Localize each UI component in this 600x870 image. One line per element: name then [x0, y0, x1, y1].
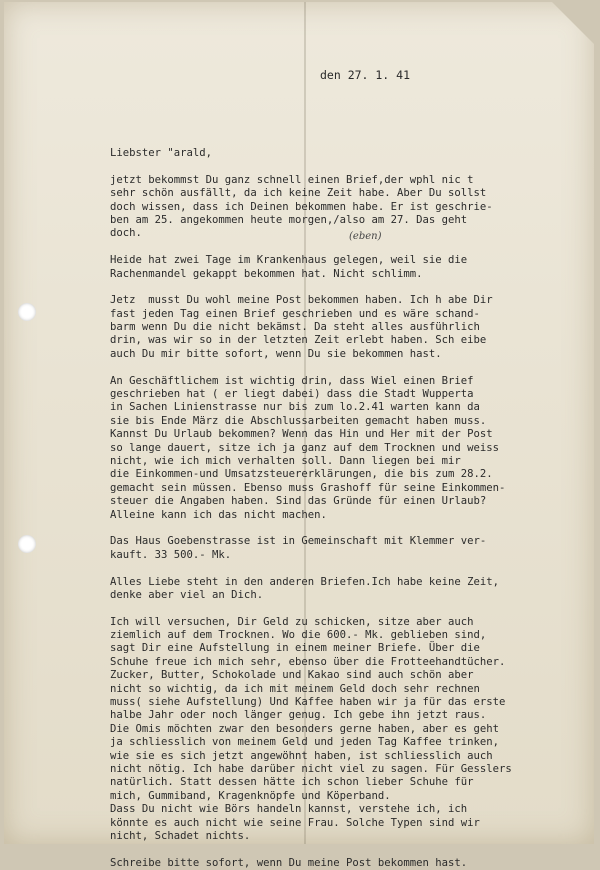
text-line: Rachenmandel gekappt bekommen hat. Nicht schlimm. — [110, 267, 423, 280]
text-line: nicht, Schadet nichts. — [110, 829, 251, 842]
letter-body — [110, 147, 590, 870]
paragraph — [110, 294, 590, 361]
text-line: Alles Liebe steht in den anderen Briefen.Ich habe keine Zeit, — [110, 575, 500, 588]
text-line: sie bis Ende März die Abschlussarbeiten gemacht haben muss. — [110, 414, 487, 427]
text-line: Zucker, Butter, Schokolade und Kakao sind auch schön aber — [110, 669, 474, 682]
text-line: sehr schön ausfällt, da ich keine Zeit habe. Aber Du sollst — [110, 187, 487, 200]
text-line: drin, was wir so in der letzten Zeit erlebt haben. Sch eibe — [110, 334, 487, 347]
text-line: Ich will versuchen, Dir Geld zu schicken, sitze aber auch — [110, 615, 474, 628]
text-line: jetzt bekommst Du ganz schnell einen Brief,der wphl nic t — [110, 173, 474, 186]
text-line: steuer die Angaben haben. Sind das Gründe für einen Urlaub? — [110, 495, 487, 508]
handwritten-note: (eben) — [349, 231, 382, 242]
text-line: Schreibe bitte sofort, wenn Du meine Post bekommen hast. — [110, 856, 468, 869]
text-line: in Sachen Linienstrasse nur bis zum lo.2.41 warten kann da — [110, 401, 480, 414]
paragraph — [110, 576, 590, 603]
text-line: ziemlich auf dem Trocknen. Wo die 600.- Mk. geblieben sind, — [110, 629, 487, 642]
text-line: nicht nötig. Ich habe darüber nicht viel zu sagen. Für Gesslers — [110, 762, 512, 775]
paragraph — [110, 254, 590, 281]
text-line: gemacht sein müssen. Ebenso muss Grashoff für seine Einkommen- — [110, 481, 506, 494]
torn-corner — [552, 2, 594, 44]
text-line: sagt Dir eine Aufstellung in einem meiner Briefe. Über die — [110, 642, 480, 655]
paragraph — [110, 375, 590, 522]
paragraph — [110, 174, 590, 241]
text-line: so lange dauert, sitze ich ja ganz auf dem Trocknen und weiss — [110, 441, 500, 454]
salutation — [110, 147, 590, 160]
text-line: auch Du mir bitte sofort, wenn Du sie bekommen hast. — [110, 347, 442, 360]
text-line: Heide hat zwei Tage im Krankenhaus gelegen, weil sie die — [110, 254, 468, 267]
text-line: fast jeden Tag einen Brief geschrieben und es wäre schand- — [110, 307, 480, 320]
text-line: könnte es auch nicht wie seine Frau. Solche Typen sind wir — [110, 816, 480, 829]
paragraph-gap — [110, 281, 590, 294]
text-line: kauft. 33 500.- Mk. — [110, 548, 232, 561]
text-line: Das Haus Goebenstrasse ist in Gemeinschaft mit Klemmer ver- — [110, 535, 487, 548]
text-line: nicht so wichtig, da ich mit meinem Geld doch sehr rechnen — [110, 682, 480, 695]
text-line: wie sie es sich jetzt angewöhnt haben, ist schliesslich auch — [110, 749, 493, 762]
text-line: geschrieben hat ( er liegt dabei) dass die Stadt Wupperta — [110, 388, 474, 401]
paragraph-gap — [110, 562, 590, 575]
punch-hole-lower — [18, 535, 36, 553]
text-line: denke aber viel an Dich. — [110, 588, 264, 601]
text-line: Dass Du nicht wie Börs handeln kannst, verstehe ich, ich — [110, 803, 468, 816]
text-line: natürlich. Statt dessen hätte ich schon lieber Schuhe für — [110, 776, 474, 789]
paragraph — [110, 616, 590, 844]
text-line: barm wenn Du die nicht bekämst. Da steht alles ausführlich — [110, 321, 480, 334]
text-line: Kannst Du Urlaub bekommen? Wenn das Hin und Her mit der Post — [110, 428, 493, 441]
paragraph-gap — [110, 843, 590, 856]
text-line: Jetz musst Du wohl meine Post bekommen haben. Ich h abe Dir — [110, 294, 493, 307]
paragraph-gap — [110, 241, 590, 254]
text-line: halbe Jahr oder noch länger genug. Ich gebe ihn jetzt raus. — [110, 709, 487, 722]
punch-hole-upper — [18, 303, 36, 321]
paragraph-gap — [110, 160, 590, 173]
text-line: mich, Gummiband, Kragenknöpfe und Köperband. — [110, 789, 391, 802]
text-line: muss( siehe Aufstellung) Und Kaffee haben wir ja für das erste — [110, 696, 506, 709]
text-line: ben am 25. angekommen heute morgen,/also am 27. Das geht — [110, 213, 468, 226]
paragraph-gap — [110, 522, 590, 535]
paragraph-gap — [110, 602, 590, 615]
paragraph — [110, 535, 590, 562]
text-line: doch. — [110, 227, 142, 240]
text-line: doch wissen, dass ich Deinen bekommen habe. Er ist geschrie- — [110, 200, 493, 213]
text-line: Die Omis möchten zwar den besonders gerne haben, aber es geht — [110, 722, 500, 735]
text-line: ja schliesslich von meinem Geld und jeden Tag Kaffee trinken, — [110, 736, 500, 749]
text-line: die Einkommen-und Umsatzsteuererklärungen, die bis zum 28.2. — [110, 468, 493, 481]
letter-date: den 27. 1. 41 — [320, 68, 411, 82]
paragraph — [110, 857, 590, 870]
text-line: nicht, wie ich mich verhalten soll. Dann liegen bei mir — [110, 454, 461, 467]
text-line: Liebster "arald, — [110, 147, 213, 159]
letter-page — [4, 2, 594, 869]
text-line: Alleine kann ich das nicht machen. — [110, 508, 327, 521]
text-line: Schuhe freue ich mich sehr, ebenso über die Frotteehandtücher. — [110, 655, 506, 668]
paragraph-gap — [110, 361, 590, 374]
text-line: An Geschäftlichem ist wichtig drin, dass Wiel einen Brief — [110, 374, 474, 387]
